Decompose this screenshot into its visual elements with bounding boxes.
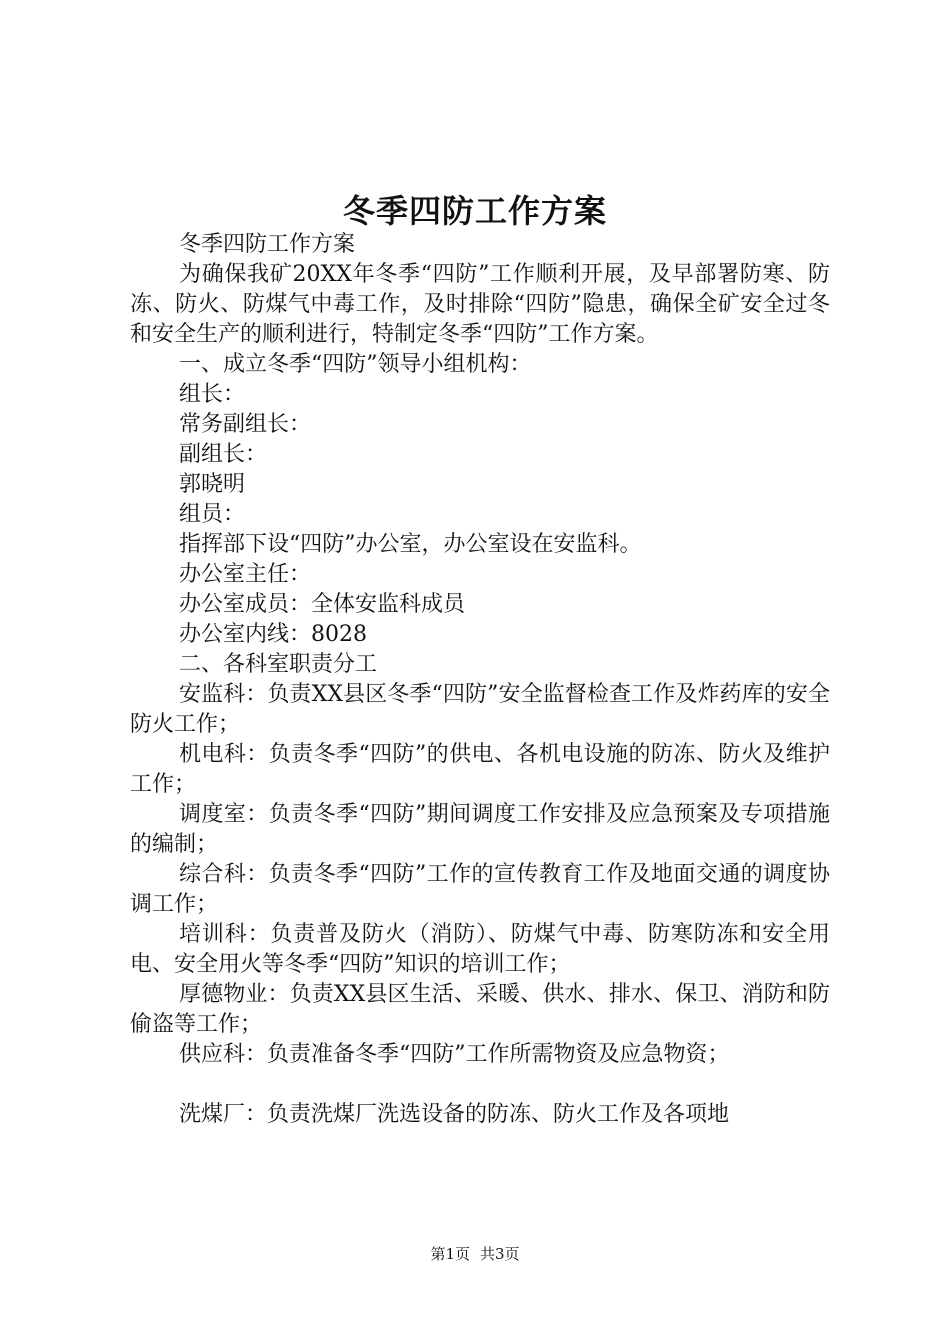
section-heading: 一、成立冬季“四防”领导小组机构： — [179, 352, 532, 377]
document-title: 冬季四防工作方案 — [342, 192, 607, 230]
section-heading: 二、各科室职责分工 — [179, 652, 378, 677]
paragraph: 洗煤厂：负责洗煤厂洗选设备的防冻、防火工作及各项地 — [179, 1102, 730, 1127]
paragraph: 培训科：负责普及防火（消防）、防煤气中毒、防寒防冻和安全用电、安全用火等冬季“四防”知识的培训工作； — [130, 922, 830, 977]
paragraph: 常务副组长： — [179, 412, 312, 437]
paragraph: 调度室：负责冬季“四防”期间调度工作安排及应急预案及专项措施的编制； — [130, 802, 830, 857]
paragraph: 办公室内线：8028 — [179, 622, 367, 647]
paragraph: 综合科：负责冬季“四防”工作的宣传教育工作及地面交通的调度协调工作； — [130, 862, 830, 917]
document-body — [130, 230, 830, 1130]
paragraph: 郭晓明 — [179, 472, 246, 497]
paragraph: 指挥部下设“四防”办公室，办公室设在安监科。 — [179, 532, 642, 557]
paragraph: 组员： — [179, 502, 246, 527]
paragraph: 机电科：负责冬季“四防”的供电、各机电设施的防冻、防火及维护工作； — [130, 742, 830, 797]
paragraph: 组长： — [179, 382, 246, 407]
page-footer — [0, 1243, 950, 1264]
paragraph: 冬季四防工作方案 — [179, 232, 356, 257]
paragraph: 办公室主任： — [179, 562, 312, 587]
page-total: 共3页 — [480, 1245, 520, 1263]
page-number: 第1页 — [430, 1245, 470, 1263]
paragraph: 为确保我矿20XX年冬季“四防”工作顺利开展，及早部署防寒、防冻、防火、防煤气中毒工作，及时排除“四防”隐患，确保全矿安全过冬和安全生产的顺利进行，特制定冬季“四防”工作方案。 — [130, 262, 830, 347]
paragraph: 办公室成员：全体安监科成员 — [179, 592, 466, 617]
paragraph: 安监科：负责XX县区冬季“四防”安全监督检查工作及炸药库的安全防火工作； — [130, 682, 830, 737]
paragraph: 厚德物业：负责XX县区生活、采暖、供水、排水、保卫、消防和防偷盗等工作； — [130, 982, 830, 1037]
blank-line — [130, 1070, 830, 1100]
paragraph: 供应科：负责准备冬季“四防”工作所需物资及应急物资； — [179, 1042, 730, 1067]
paragraph: 副组长： — [179, 442, 268, 467]
